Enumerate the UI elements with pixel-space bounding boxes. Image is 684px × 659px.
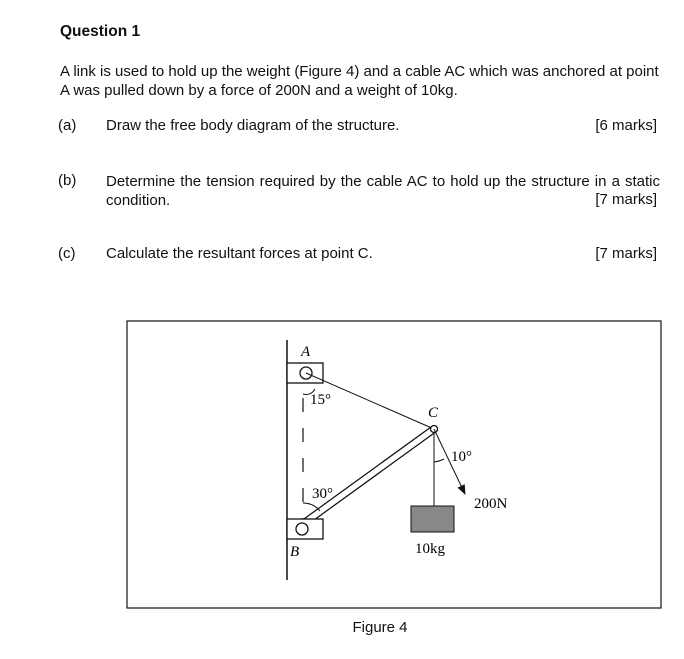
weight-block: [411, 506, 454, 532]
part-c-text: Calculate the resultant forces at point C.: [106, 245, 373, 262]
question-intro: A link is used to hold up the weight (Figure 4) and a cable AC which was anchored at point A was pulled down by a force of 200N and a weight of 10kg.: [60, 63, 659, 99]
mass-label: 10kg: [415, 541, 445, 557]
label-a: A: [301, 344, 311, 360]
part-c-marks: [7 marks]: [595, 245, 657, 262]
angle-label-c: 10°: [451, 449, 472, 465]
angle-label-a: 15°: [310, 392, 331, 408]
question-title: Question 1: [60, 23, 141, 40]
part-b-marks: [7 marks]: [595, 191, 657, 208]
angle-arc-c: [434, 459, 444, 462]
label-b: B: [290, 544, 300, 560]
part-a-label: (a): [58, 117, 77, 134]
part-b-label: (b): [58, 172, 77, 189]
label-c: C: [428, 405, 439, 421]
figure-frame: [127, 321, 661, 608]
part-a-marks: [6 marks]: [595, 117, 657, 134]
part-b-text: Determine the tension required by the cable AC to hold up the structure in a static condition.: [106, 173, 660, 209]
part-a-text: Draw the free body diagram of the structure.: [106, 117, 400, 134]
pin-b: [296, 523, 308, 535]
part-c-label: (c): [58, 245, 76, 262]
force-label: 200N: [474, 496, 508, 512]
angle-label-b: 30°: [312, 486, 333, 502]
figure-caption: Figure 4: [352, 619, 408, 636]
